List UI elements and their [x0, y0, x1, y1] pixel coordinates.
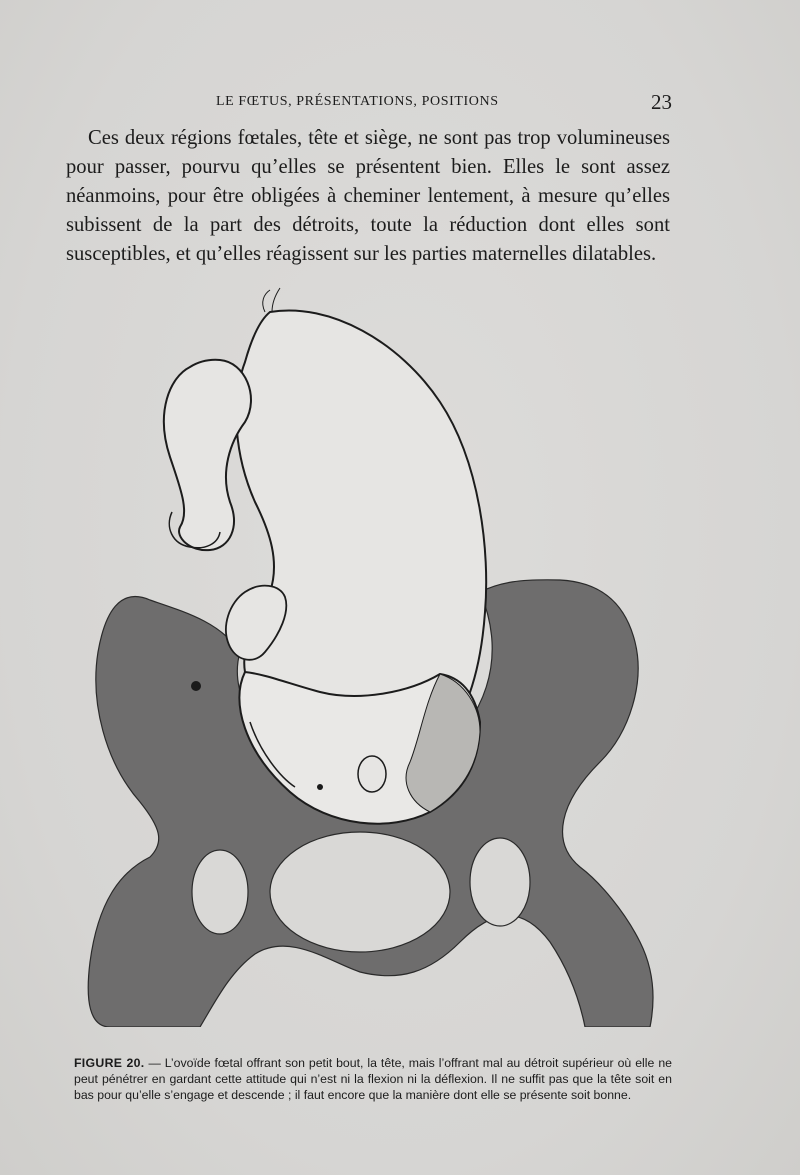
obturator-left [192, 850, 248, 934]
figure-caption [74, 1055, 672, 1103]
body-text [66, 124, 670, 269]
pelvic-inlet [270, 832, 450, 952]
fetus-pelvis-drawing [80, 282, 660, 1027]
page-number: 23 [651, 90, 672, 114]
fetus-leg [164, 360, 251, 550]
caption-label: FIGURE 20. [74, 1056, 145, 1070]
running-head [66, 92, 672, 116]
fetus-eye [317, 784, 323, 790]
pelvis-dot [191, 681, 201, 691]
fetus-cord [263, 288, 280, 312]
body-paragraph: Ces deux régions fœtales, tête et siège, ne sont pas trop volumineuses pour passer, pourvu qu’elles se présentent bien. Elles le sont assez néanmoins, pour être obligées à cheminer lentement, à mesure qu’elles subissent de la part des détroits, toute la réduction dont elles sont susceptibles, et qu’elles réagissent sur les parties maternelles dilatables. [66, 127, 670, 265]
fetus-ear [358, 756, 386, 792]
running-title: LE FŒTUS, PRÉSENTATIONS, POSITIONS [216, 94, 499, 109]
obturator-right [470, 838, 530, 926]
caption-text: — L’ovoïde fœtal offrant son petit bout, la tête, mais l’offrant mal au détroit supérieur où elle ne peut pénétrer en gardant cette attitude qui n’est ni la flexion ni la déflexion. Il ne suffit pas que la tête soit en bas pour qu’elle s’engage et descende ; il faut encore que la manière dont elle se présente soit bonne. [74, 1056, 672, 1102]
figure-illustration [80, 282, 660, 1027]
